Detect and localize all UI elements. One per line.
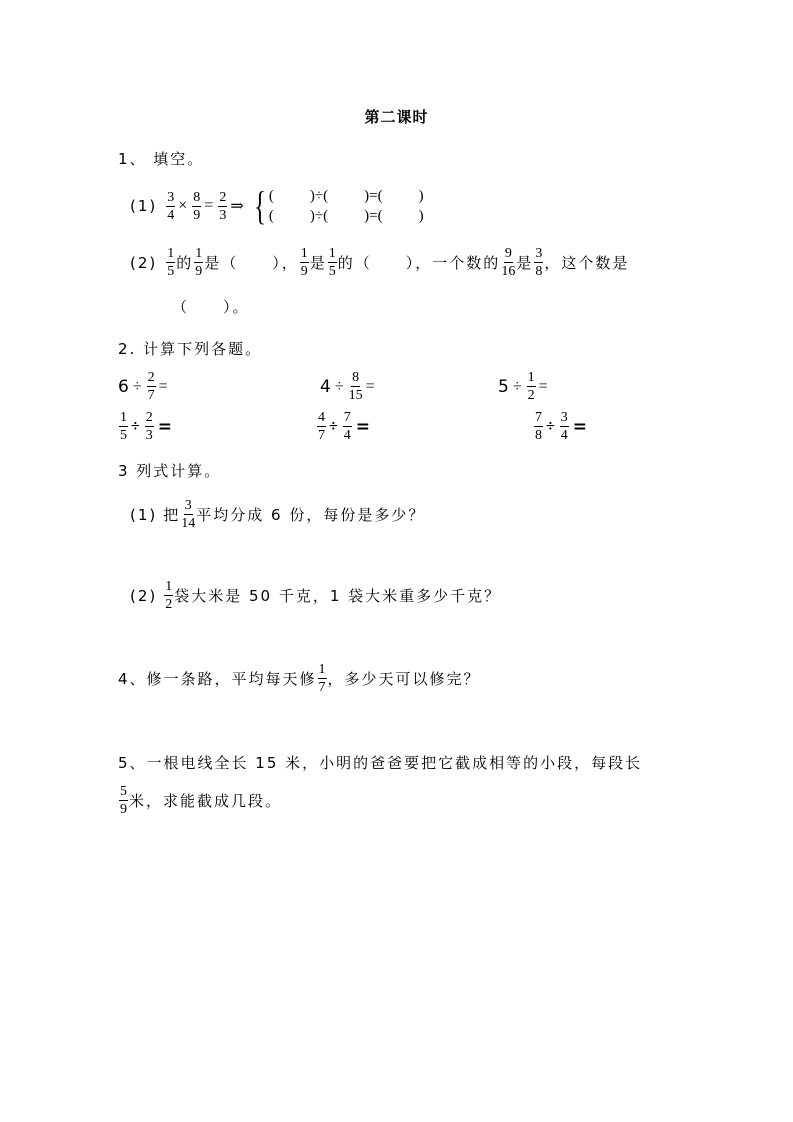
equation-system xyxy=(269,186,424,226)
calc-item: $\frac{4}{7}$ ÷ $\frac{7}{4}$ = xyxy=(318,410,373,443)
fraction: $\frac{3}{4}$ xyxy=(167,189,175,223)
fraction: $\frac{5}{9}$ xyxy=(120,784,127,817)
q2-heading: 2. 计算下列各题。 xyxy=(118,340,263,358)
fraction: $\frac{3}{8}$ xyxy=(535,246,543,279)
fraction: $\frac{1}{2}$ xyxy=(527,370,535,403)
page-title: 第二课时 xyxy=(364,108,429,126)
fraction: $\frac{4}{7}$ xyxy=(318,410,325,443)
fraction: $\frac{1}{9}$ xyxy=(195,246,203,279)
fraction: $\frac{1}{9}$ xyxy=(300,246,308,279)
calc-item: $\frac{7}{8}$ ÷ $\frac{3}{4}$ = xyxy=(535,410,590,443)
fraction: $\frac{8}{15}$ xyxy=(348,370,363,403)
q3-part2: (2) $\frac{1}{2}$ 袋大米是 50 千克，1 袋大米重多少千克？ xyxy=(130,579,502,612)
fraction: $\frac{1}{5}$ xyxy=(167,246,175,279)
answer-row-2: ( ) ÷ ( ) = ( ) xyxy=(268,208,424,224)
calc-item: 5 ÷ $\frac{1}{2}$ = xyxy=(498,370,550,403)
answer-blank[interactable]: 的（ ），一个数的 xyxy=(337,254,501,272)
fraction: $\frac{9}{16}$ xyxy=(501,246,516,279)
fraction: $\frac{7}{8}$ xyxy=(535,410,542,443)
q3-heading: 3 列式计算。 xyxy=(118,462,222,480)
fraction: $\frac{7}{4}$ xyxy=(343,410,351,443)
q5-line1: 5、一根电线全长 15 米，小明的爸爸要把它截成相等的小段，每段长 xyxy=(118,754,643,772)
q1-heading: 1、 填空。 xyxy=(118,150,205,168)
brace: { xyxy=(253,183,267,228)
q1-part1: (1) $\frac{3}{4}$ × $\frac{8}{9}$ = $\frac{2}{3}$ ⇒ { ( ) ÷ ( ) = ( ) ( ) ÷ ( ) = ( ) xyxy=(130,183,424,228)
answer-blank[interactable]: 是（ ）， xyxy=(204,254,299,272)
q5-line2: $\frac{5}{9}$ 米，求能截成几段。 xyxy=(120,784,283,817)
q1-part2: (2) $\frac{1}{5}$ 的 $\frac{1}{9}$ 是（ ）， $\frac{1}{9}$ 是 $\frac{1}{5}$ 的（ ），一个数的 $\frac{9}{16}$ 是 $\frac{3}{8}$ ，这个数是 xyxy=(130,246,630,279)
fraction: $\frac{1}{5}$ xyxy=(328,246,336,279)
calc-item: 6 ÷ $\frac{2}{7}$ = xyxy=(118,370,170,403)
fraction: $\frac{1}{5}$ xyxy=(120,410,127,443)
calc-item: 4 ÷ $\frac{8}{15}$ = xyxy=(320,370,377,403)
q3-part1: (1) 把 $\frac{3}{14}$ 平均分成 6 份，每份是多少？ xyxy=(130,498,426,531)
fraction: $\frac{3}{4}$ xyxy=(560,410,568,443)
fraction: $\frac{3}{14}$ xyxy=(181,498,196,531)
fraction: $\frac{8}{9}$ xyxy=(193,189,201,223)
calc-item: $\frac{1}{5}$ ÷ $\frac{2}{3}$ = xyxy=(120,410,175,443)
q1-p1-label: (1) xyxy=(130,197,158,215)
fraction: $\frac{2}{7}$ xyxy=(147,370,155,403)
answer-row-1: ( ) ÷ ( ) = ( ) xyxy=(268,188,424,204)
fraction: $\frac{1}{2}$ xyxy=(165,579,173,612)
fraction: $\frac{2}{3}$ xyxy=(145,410,153,443)
answer-blank[interactable]: （ ）。 xyxy=(172,298,250,316)
q4: 4、修一条路，平均每天修 $\frac{1}{7}$ ，多少天可以修完？ xyxy=(118,662,481,695)
fraction: $\frac{2}{3}$ xyxy=(219,189,227,223)
fraction: $\frac{1}{7}$ xyxy=(318,662,326,695)
